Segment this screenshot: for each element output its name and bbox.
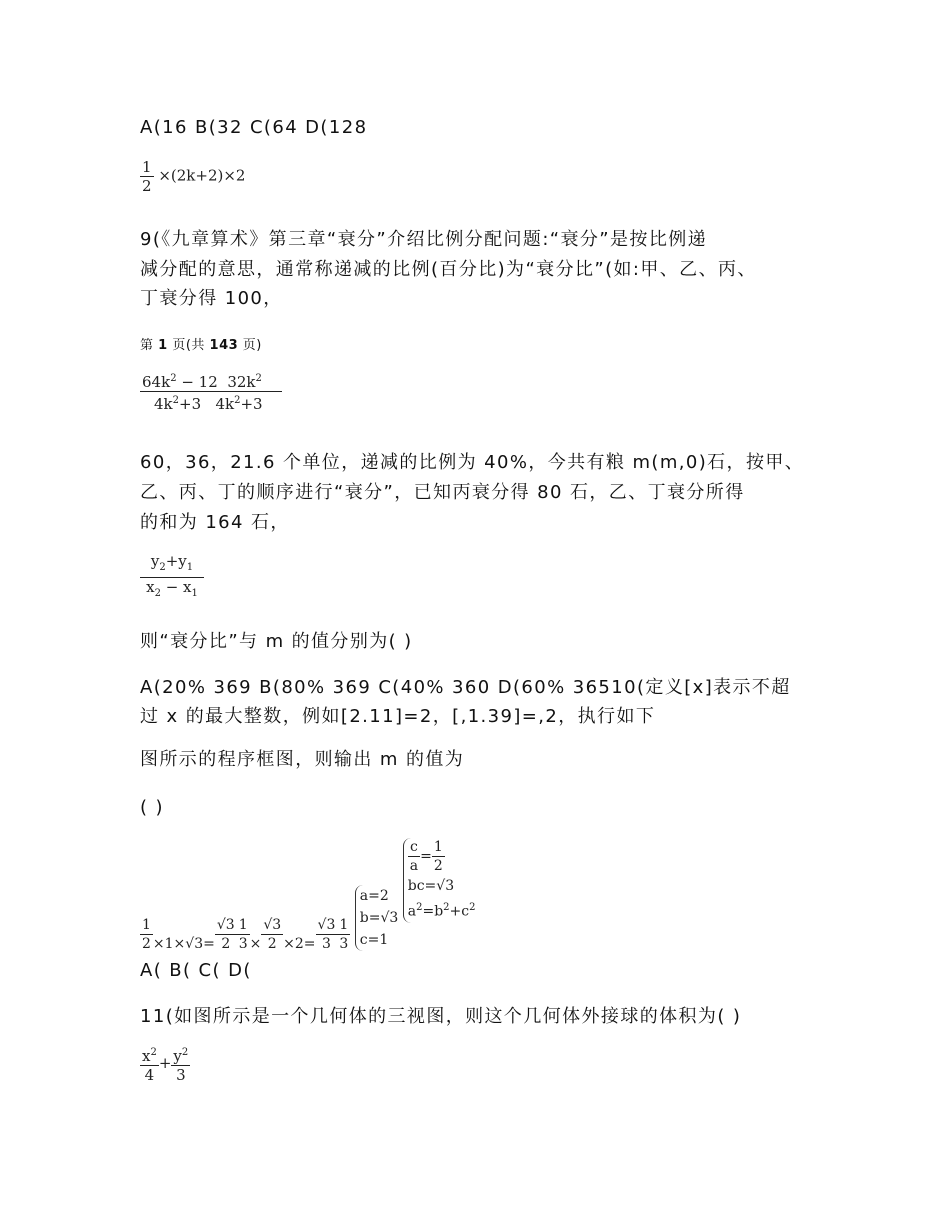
- f4-one1: 1: [238, 916, 248, 933]
- f4-s2i: +c: [449, 903, 470, 920]
- f4-s2g-exp: 2: [416, 902, 423, 913]
- fraction-denominator: 2: [142, 177, 152, 195]
- f4-s2a: c: [408, 838, 420, 857]
- f2-den2a: 4k: [215, 395, 235, 413]
- f4-r3num: √3: [317, 916, 336, 933]
- f5-bd: 3: [176, 1066, 186, 1084]
- question-10-line-1: 过 x 的最大整数，例如[2.11]=2，[,1.39]=,2，执行如下: [140, 706, 656, 727]
- f4-times2: ×2=: [283, 935, 316, 952]
- formula-ellipse-derivation: [140, 838, 476, 953]
- f5-as: 2: [150, 1047, 157, 1058]
- page-number: 1: [158, 338, 168, 353]
- page-counter-middle: 页(共: [167, 338, 210, 353]
- f4-s2i-exp: 2: [469, 902, 476, 913]
- f3-db: − x: [160, 578, 192, 596]
- f4-r2den: 2: [267, 935, 277, 952]
- question-11: 11(如图所示是一个几何体的三视图，则这个几何体外接球的体积为( ): [140, 1006, 742, 1027]
- f3-nb: +y: [165, 552, 187, 570]
- f2-den1c: +3: [179, 395, 202, 413]
- f4-s2g: a: [407, 903, 417, 920]
- question-9-line-4: 60，36，21.6 个单位，递减的比例为 40%，今共有粮 m(m,0)石，按甲、: [140, 452, 805, 473]
- f3-dbs: 1: [191, 588, 198, 599]
- formula-fraction-k: [140, 370, 282, 413]
- answer-options-q8: A(16 B(32 C(64 D(128: [140, 117, 368, 138]
- page-counter: [140, 334, 262, 353]
- formula-ellipse: $\frac{x^2}{4}$ + $\frac{y^2}{3}$: [140, 1044, 190, 1084]
- f4-s2f: bc=√3: [407, 878, 455, 894]
- question-9-line-3: 丁衰分得 100，: [140, 288, 283, 309]
- f4-s2b: a: [409, 858, 419, 874]
- fraction-one-half: [140, 158, 154, 195]
- question-9-line-1: 9(《九章算术》第三章“衰分”介绍比例分配问题:“衰分”是按比例递: [140, 229, 708, 250]
- f2-den1b: 2: [172, 395, 180, 406]
- f2-exp1: 2: [170, 373, 177, 384]
- f5-bs: 2: [181, 1047, 189, 1058]
- f3-das: 2: [154, 588, 161, 599]
- f4-one2: 1: [339, 916, 349, 933]
- f2-num2: 32k: [227, 373, 256, 391]
- f4-one2d: 3: [339, 935, 349, 952]
- formula-slope: [140, 552, 204, 603]
- system-abc: [355, 885, 399, 951]
- f4-s2d: 1: [433, 839, 443, 855]
- f2-num1: 64k: [142, 373, 171, 391]
- f4-s2h: =b: [422, 903, 444, 920]
- f2-den2b: 2: [234, 395, 241, 406]
- answer-options-q10: A( B( C( D(: [140, 960, 252, 981]
- f4-s1a: a=2: [359, 887, 389, 904]
- f4-r1num: √3: [216, 916, 235, 933]
- f4-s1c: c=1: [359, 931, 389, 948]
- formula-area-expression: [140, 158, 245, 195]
- formula-rest: ×(2k+2)×2: [158, 166, 246, 185]
- f3-nas: 2: [159, 562, 166, 573]
- fraction-numerator: 1: [142, 158, 152, 176]
- f4-r1den: 2: [221, 935, 231, 952]
- question-10-blank: ( ): [140, 797, 164, 818]
- page-counter-suffix: 页): [238, 338, 262, 353]
- f4-s2c: =: [420, 848, 432, 865]
- f5-ad: 4: [144, 1066, 155, 1084]
- f4-s1b: b=√3: [359, 909, 399, 926]
- f2-den2c: +3: [240, 395, 263, 413]
- f4-times: ×: [249, 935, 262, 952]
- f5-b: y: [173, 1047, 182, 1065]
- page-total: 143: [209, 338, 239, 353]
- f4-r2num: √3: [263, 916, 282, 933]
- f5-a: x: [142, 1047, 151, 1065]
- question-9-line-2: 减分配的意思，通常称递减的比例(百分比)为“衰分比”(如:甲、乙、丙、: [140, 259, 757, 280]
- question-10-line-2: 图所示的程序框图，则输出 m 的值为: [140, 749, 465, 770]
- question-9-prompt: 则“衰分比”与 m 的值分别为( ): [140, 631, 413, 652]
- f4-half-den: 2: [142, 935, 151, 952]
- question-9-line-6: 的和为 164 石，: [140, 512, 290, 533]
- f4-p1: ×1×√3=: [152, 935, 215, 952]
- page-counter-prefix: 第: [140, 338, 159, 353]
- f4-half-num: 1: [142, 916, 151, 933]
- f2-den1a: 4k: [154, 395, 173, 413]
- answer-options-q9: A(20% 369 B(80% 369 C(40% 360 D(60% 36510(定义[x]表示不超: [140, 677, 791, 698]
- system-ratio: [403, 838, 476, 923]
- f4-r3den: 3: [322, 935, 331, 952]
- f3-da: x: [146, 578, 155, 596]
- f4-s2e: 2: [433, 858, 443, 874]
- f4-one1d: 3: [238, 935, 248, 952]
- f2-mid1: − 12: [176, 373, 218, 391]
- question-9-line-5: 乙、丙、丁的顺序进行“衰分”，已知丙衰分得 80 石，乙、丁衰分所得: [140, 482, 745, 503]
- f3-nbs: 1: [186, 562, 194, 573]
- f3-na: y: [150, 552, 160, 570]
- f4-s2h-exp: 2: [443, 902, 450, 913]
- f2-exp2: 2: [255, 373, 262, 384]
